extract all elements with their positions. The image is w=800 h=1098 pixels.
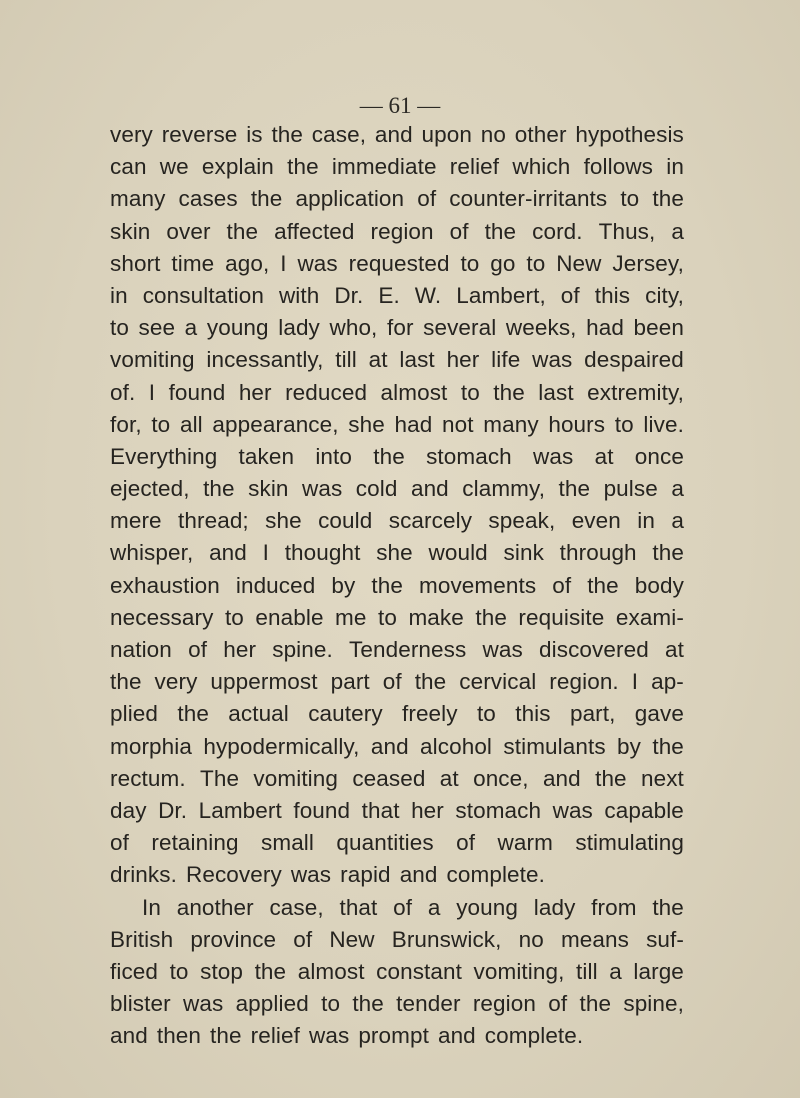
text-line: exhaustion induced by the movements of the body: [110, 572, 684, 598]
text-line: Everything taken into the stomach was at once: [110, 443, 684, 469]
text-line: nation of her spine. Tenderness was discovered at: [110, 637, 684, 662]
text-line: plied the actual cautery freely to this part, gave: [110, 701, 684, 727]
text-line: and then the relief was prompt and complete.: [110, 1023, 584, 1049]
text-line: ficed to stop the almost constant vomiting, till a large: [110, 958, 684, 984]
text-line: drinks. Recovery was rapid and complete.: [110, 862, 545, 888]
text-line: whisper, and I thought she would sink through the: [110, 540, 684, 566]
text-line: the very uppermost part of the cervical region. I ap-: [110, 669, 684, 695]
text-line: British province of New Brunswick, no means suf-: [110, 926, 684, 952]
text-line: can we explain the immediate relief which follows in: [110, 154, 684, 180]
text-line: In another case, that of a young lady from the: [142, 894, 684, 920]
text-line: day Dr. Lambert found that her stomach was capable: [110, 797, 684, 823]
body-text: [110, 119, 684, 1052]
text-line: very reverse is the case, and upon no other hypothesis: [110, 122, 684, 147]
text-line: morphia hypodermically, and alcohol stimulants by the: [110, 733, 684, 759]
text-line: rectum. The vomiting ceased at once, and the next: [110, 765, 684, 791]
text-line: in consultation with Dr. E. W. Lambert, of this city,: [110, 282, 684, 308]
text-line: short time ago, I was requested to go to New Jersey,: [110, 250, 684, 276]
text-line: necessary to enable me to make the requisite exami-: [110, 604, 684, 630]
text-line: for, to all appearance, she had not many hours to live.: [110, 411, 684, 437]
text-line: skin over the affected region of the cord. Thus, a: [110, 218, 684, 244]
text-line: to see a young lady who, for several weeks, had been: [110, 315, 684, 341]
text-line: of. I found her reduced almost to the last extremity,: [110, 379, 684, 405]
text-line: many cases the application of counter-irritants to the: [110, 186, 684, 212]
text-line: blister was applied to the tender region of the spine,: [110, 991, 684, 1017]
text-line: of retaining small quantities of warm stimulating: [110, 830, 684, 856]
text-line: vomiting incessantly, till at last her life was despaired: [110, 347, 684, 373]
text-line: ejected, the skin was cold and clammy, the pulse a: [110, 476, 684, 502]
text-line: mere thread; she could scarcely speak, even in a: [110, 508, 684, 534]
page-number: — 61 —: [359, 93, 441, 118]
